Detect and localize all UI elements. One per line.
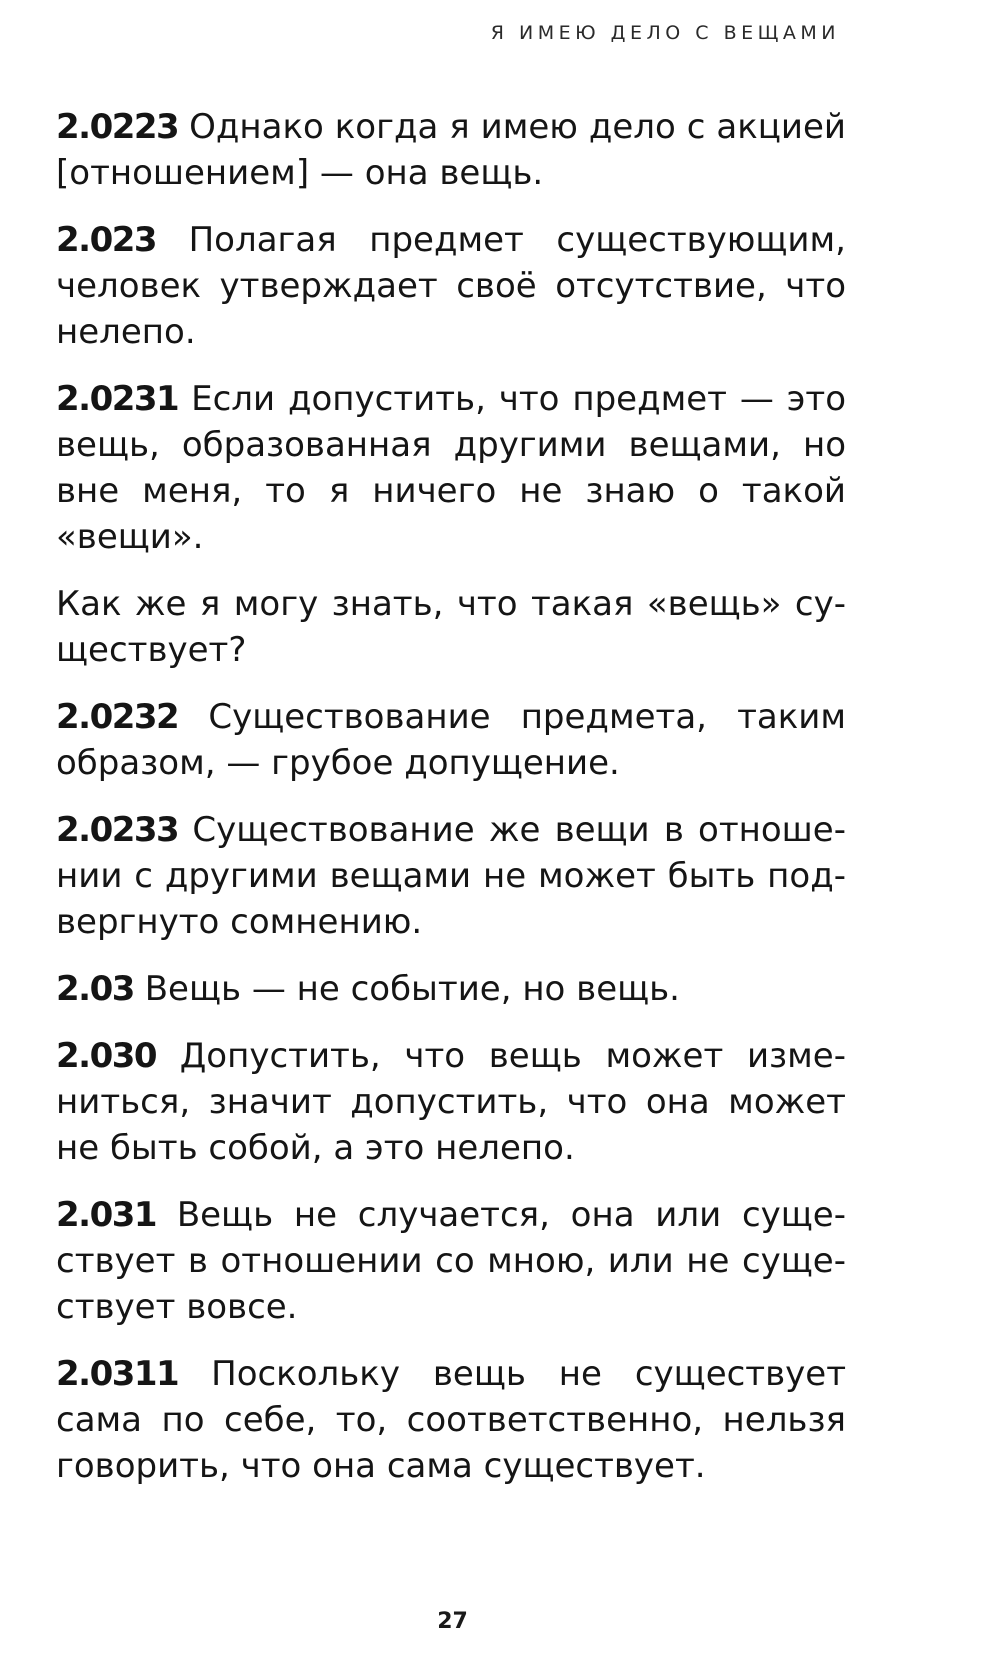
running-header: Я ИМЕЮ ДЕЛО С ВЕЩАМИ (490, 22, 840, 44)
paragraph-2-03 (56, 966, 846, 1012)
paragraph-text: Вещь не случается, она или существует в отношении со мною, или не существует вовсе. (56, 1195, 847, 1327)
paragraph-2-031 (56, 1192, 846, 1330)
paragraph-text: Однако когда я имею дело с акцией [отношением] — она вещь. (56, 107, 846, 193)
paragraph-text: Существование же вещи в отношении с другими вещами не может быть подвергнуто сомнению. (56, 810, 846, 942)
section-number: 2.0311 (56, 1354, 179, 1394)
paragraph-2-030 (56, 1033, 846, 1171)
section-number: 2.0231 (56, 379, 179, 419)
paragraph-2-0233 (56, 807, 846, 945)
paragraph-2-0223 (56, 104, 846, 196)
text-body (56, 104, 846, 1510)
section-number: 2.0233 (56, 810, 179, 850)
paragraph-text: Существование предмета, таким образом, — грубое допущение. (56, 697, 846, 783)
paragraph-2-0232 (56, 694, 846, 786)
section-number: 2.030 (56, 1036, 157, 1076)
paragraph-text: Поскольку вещь не существует сама по себе, то, соответственно, нельзя говорить, что она сама существует. (56, 1354, 846, 1486)
section-number: 2.0223 (56, 107, 179, 147)
paragraph-question (56, 581, 846, 673)
section-number: 2.03 (56, 969, 134, 1009)
paragraph-2-0231 (56, 376, 846, 560)
paragraph-text: Вещь — не событие, но вещь. (144, 969, 680, 1009)
paragraph-text: Как же я могу знать, что такая «вещь» существует? (56, 584, 846, 670)
section-number: 2.023 (56, 220, 157, 260)
paragraph-text: Допустить, что вещь может измениться, значит допустить, что она может не быть собой, а это нелепо. (56, 1036, 846, 1168)
paragraph-text: Полагая предмет существующим, человек утверждает своё отсутствие, что нелепо. (56, 220, 846, 352)
page-number: 27 (437, 1609, 468, 1634)
paragraph-2-0311 (56, 1351, 846, 1489)
section-number: 2.0232 (56, 697, 179, 737)
section-number: 2.031 (56, 1195, 157, 1235)
paragraph-text: Если допустить, что предмет — это вещь, образованная другими вещами, но вне меня, то я ничего не знаю о такой «вещи». (56, 379, 846, 557)
paragraph-2-023 (56, 217, 846, 355)
